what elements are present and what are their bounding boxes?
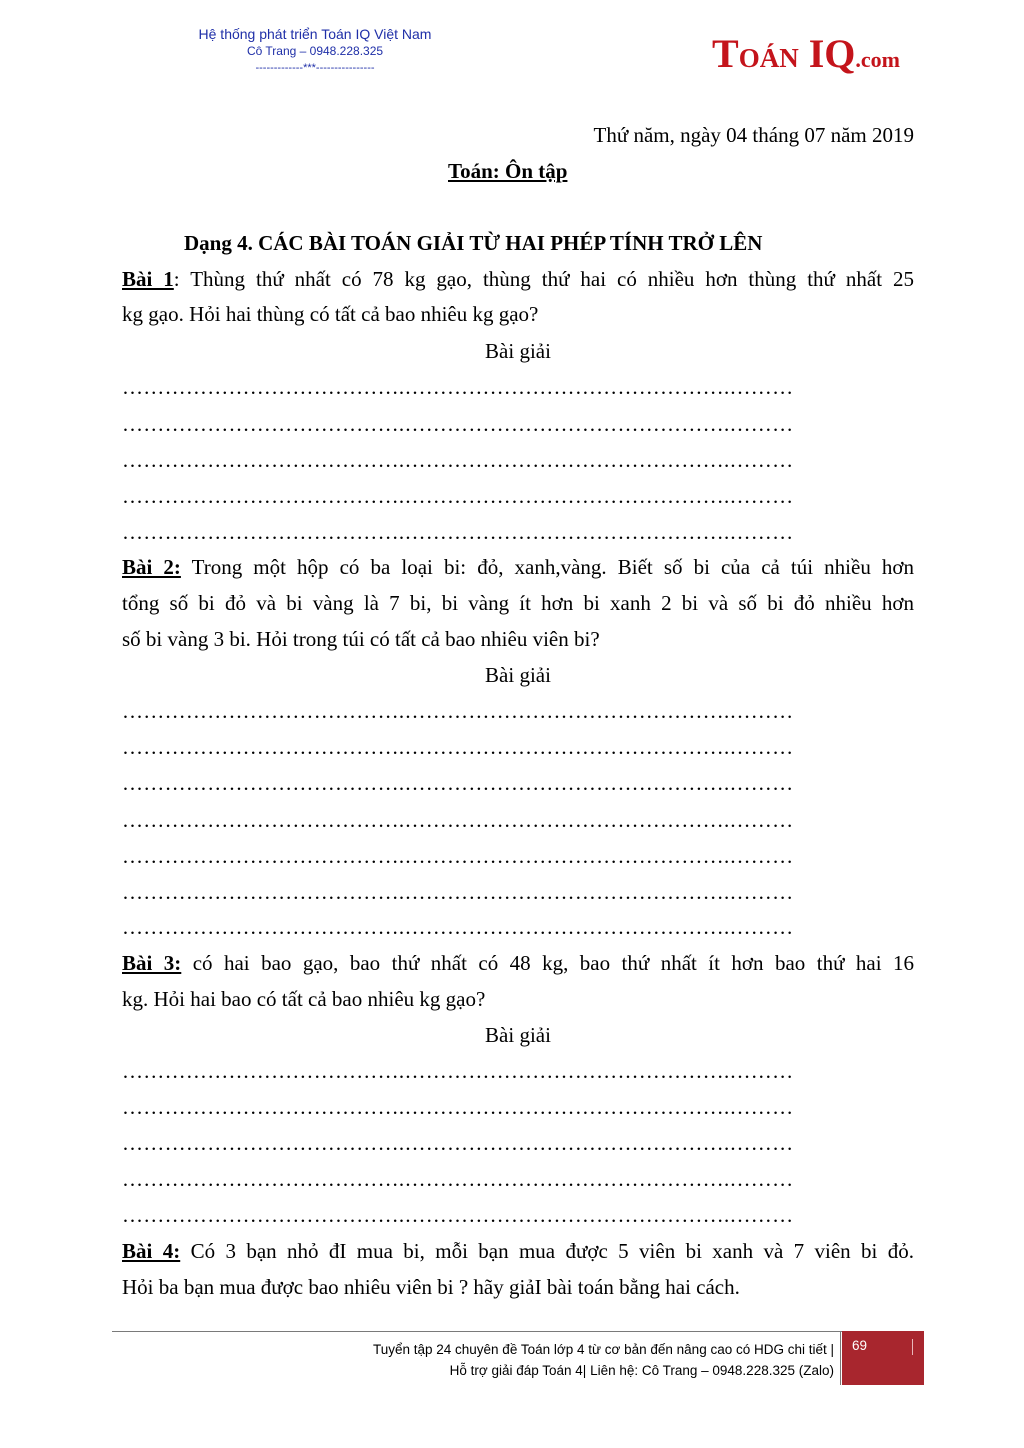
- logo-oan: OÁN: [738, 43, 799, 73]
- page-number-box: [842, 1331, 924, 1385]
- answer-line: ………………………………….……………………………………….………: [122, 1167, 794, 1191]
- answer-line: ………………………………….……………………………………….………: [122, 448, 794, 472]
- subject-wrap: [448, 156, 567, 186]
- problem-4-label: Bài 4:: [122, 1239, 181, 1263]
- problem-3-line-1: [122, 948, 914, 978]
- answer-line: ………………………………….……………………………………….………: [122, 1131, 794, 1155]
- problem-3-text: có hai bao gạo, bao thứ nhất có 48 kg, bao thứ nhất ít hơn bao thứ hai 16: [181, 951, 914, 975]
- problem-2-line-3: số bi vàng 3 bi. Hỏi trong túi có tất cả bao nhiêu viên bi?: [122, 627, 600, 651]
- logo-com: .com: [855, 47, 900, 72]
- answer-line: ………………………………….……………………………………….………: [122, 880, 794, 904]
- problem-4-text: Có 3 bạn nhỏ đI mua bi, mỗi bạn mua được 5 viên bi xanh và 7 viên bi đỏ.: [180, 1239, 914, 1263]
- problem-1-label: Bài 1: [122, 267, 174, 291]
- answer-line: ………………………………….……………………………………….………: [122, 915, 794, 939]
- answer-line: ………………………………….……………………………………….………: [122, 412, 794, 436]
- date-line: Thứ năm, ngày 04 tháng 07 năm 2019: [593, 123, 914, 147]
- problem-1-text: : Thùng thứ nhất có 78 kg gạo, thùng thứ hai có nhiều hơn thùng thứ nhất 25: [173, 267, 914, 291]
- logo-letter-t: T: [712, 31, 739, 76]
- answer-line: ………………………………….……………………………………….………: [122, 1059, 794, 1083]
- answer-line: ………………………………….……………………………………….………: [122, 844, 794, 868]
- header-org: Hệ thống phát triển Toán IQ Việt Nam: [198, 26, 432, 42]
- footer-line-1: Tuyển tập 24 chuyên đề Toán lớp 4 từ cơ bản đến nâng cao có HDG chi tiết |: [372, 1342, 834, 1357]
- answer-line: ………………………………….……………………………………….………: [122, 1203, 794, 1227]
- problem-4-line-1: [122, 1236, 914, 1266]
- header-block: [160, 26, 470, 77]
- problem-2-text: Trong một hộp có ba loại bi: đỏ, xanh,vàng. Biết số bi của cả túi nhiều hơn: [180, 555, 915, 579]
- solution-label-3: Bài giải: [485, 1023, 551, 1047]
- problem-1-line-1: [122, 264, 914, 294]
- answer-line: ………………………………….……………………………………….………: [122, 735, 794, 759]
- footer-line-2: Hỗ trợ giải đáp Toán 4| Liên hệ: Cô Trang – 0948.228.325 (Zalo): [449, 1363, 834, 1378]
- page-number: 69: [852, 1338, 868, 1353]
- footer-divider: [840, 1331, 841, 1385]
- answer-line: ………………………………….……………………………………….………: [122, 375, 794, 399]
- answer-line: ………………………………….……………………………………….………: [122, 771, 794, 795]
- problem-2-line-1: [122, 552, 914, 582]
- answer-line: ………………………………….……………………………………….………: [122, 1095, 794, 1119]
- section-title: Dạng 4. CÁC BÀI TOÁN GIẢI TỪ HAI PHÉP TÍNH TRỞ LÊN: [184, 231, 763, 255]
- subject-title: Toán: Ôn tập: [448, 159, 568, 183]
- problem-3-line-2: kg. Hỏi hai bao có tất cả bao nhiêu kg gạo?: [122, 987, 486, 1011]
- solution-label-2: Bài giải: [485, 663, 551, 687]
- section-wrap: [184, 228, 762, 258]
- answer-line: ………………………………….……………………………………….………: [122, 484, 794, 508]
- problem-2-label: Bài 2:: [122, 555, 181, 579]
- answer-line: ………………………………….……………………………………….………: [122, 808, 794, 832]
- solution-label-1: Bài giải: [485, 339, 551, 363]
- toaniq-logo: [712, 30, 900, 77]
- problem-4-line-2: Hỏi ba bạn mua được bao nhiêu viên bi ? hãy giảI bài toán bằng hai cách.: [122, 1275, 740, 1299]
- problem-3-label: Bài 3:: [122, 951, 182, 975]
- footer-rule: [112, 1331, 924, 1332]
- problem-1-line-2: kg gạo. Hỏi hai thùng có tất cả bao nhiêu kg gạo?: [122, 302, 539, 326]
- header-separator: -------------***----------------: [255, 62, 375, 74]
- footer-text: [373, 1339, 834, 1381]
- answer-line: ………………………………….……………………………………….………: [122, 699, 794, 723]
- logo-iq: IQ: [798, 31, 856, 76]
- header-contact: Cô Trang – 0948.228.325: [246, 44, 384, 58]
- page-box-tick: [912, 1339, 913, 1355]
- problem-2-line-2: tổng số bi đỏ và bi vàng là 7 bi, bi vàng ít hơn bi xanh 2 bi và số bi đỏ nhiều hơn: [122, 591, 914, 615]
- answer-line: ………………………………….……………………………………….………: [122, 520, 794, 544]
